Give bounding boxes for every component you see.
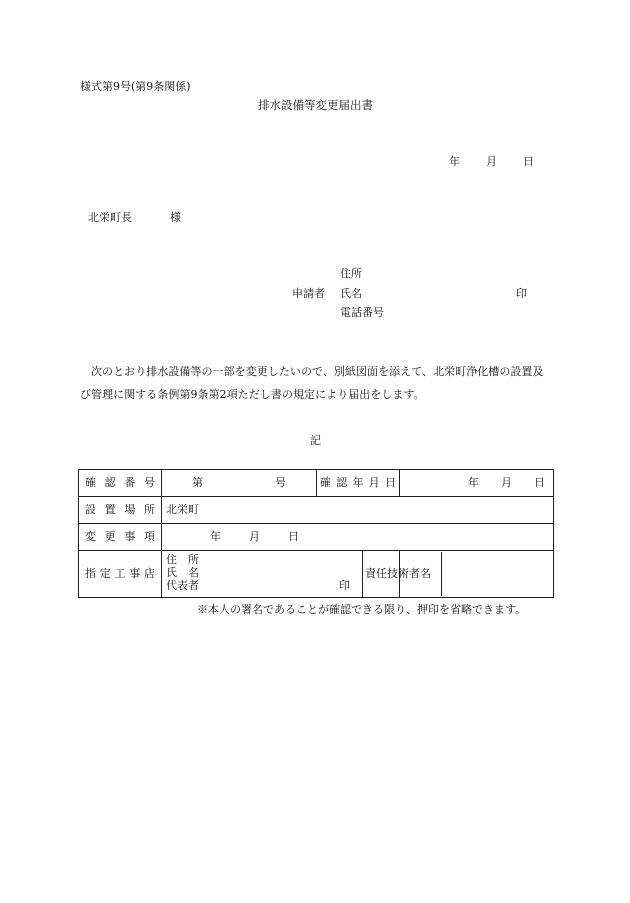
addressee-name: 北栄町長 — [88, 211, 132, 224]
change-year: 年 — [210, 529, 221, 543]
confirm-date-year: 年 — [468, 475, 479, 489]
designated-seal: 印 — [339, 579, 350, 592]
location-label: 設 置 場 所 — [79, 497, 162, 524]
confirm-number-label: 確 認 番 号 — [79, 470, 162, 497]
confirm-number-dai: 第 — [192, 475, 203, 489]
form-table — [78, 469, 554, 598]
table-row — [79, 551, 554, 598]
document-title: 排水設備等変更届出書 — [258, 98, 373, 112]
confirm-number-cell[interactable] — [162, 470, 317, 497]
note: ※本人の署名であることが確認できる限り、押印を省略できます。 — [197, 603, 527, 616]
applicant-phone-label: 電話番号 — [340, 306, 384, 319]
date-year: 年 — [449, 155, 460, 168]
form-number: 様式第9号(第9条関係) — [80, 80, 191, 93]
designated-address-label: 住 所 — [166, 553, 199, 566]
designated-name-label: 氏 名 — [166, 566, 199, 579]
confirm-date-day: 日 — [534, 475, 545, 489]
addressee — [88, 212, 181, 223]
addressee-honorific: 様 — [170, 211, 181, 224]
applicant-label: 申請者 — [292, 287, 325, 300]
location-value[interactable]: 北栄町 — [162, 497, 554, 524]
change-day: 日 — [288, 529, 299, 543]
engineer-value-cell[interactable] — [365, 551, 554, 598]
ki-heading: 記 — [310, 434, 321, 447]
applicant-address-label: 住所 — [340, 267, 362, 280]
engineer-label: 責任技術者名 — [363, 552, 442, 596]
confirm-date-month: 月 — [501, 475, 512, 489]
designated-rep-label: 代表者 — [166, 579, 199, 592]
date-line — [449, 156, 534, 167]
confirm-number-gou: 号 — [275, 475, 286, 489]
change-label: 変 更 事 項 — [79, 524, 162, 551]
date-month: 月 — [486, 155, 497, 168]
table-row — [79, 497, 554, 524]
designated-label: 指 定 工 事 店 — [79, 551, 162, 598]
confirm-date-cell[interactable] — [400, 470, 554, 497]
table-row — [79, 470, 554, 497]
change-month: 月 — [249, 529, 260, 543]
applicant-name-label: 氏名 — [340, 287, 362, 300]
table-row — [79, 524, 554, 551]
applicant-seal: 印 — [516, 287, 527, 300]
confirm-date-label: 確 認 年 月 日 — [317, 470, 400, 497]
date-day: 日 — [523, 155, 534, 168]
change-value[interactable] — [162, 524, 554, 551]
body-text: 次のとおり排水設備等の一部を変更したいので、別紙図面を添えて、北栄町浄化槽の設置及び管理に関する条例第9条第2項ただし書の規定により届出をします。 — [80, 365, 544, 401]
designated-value[interactable] — [162, 551, 363, 598]
